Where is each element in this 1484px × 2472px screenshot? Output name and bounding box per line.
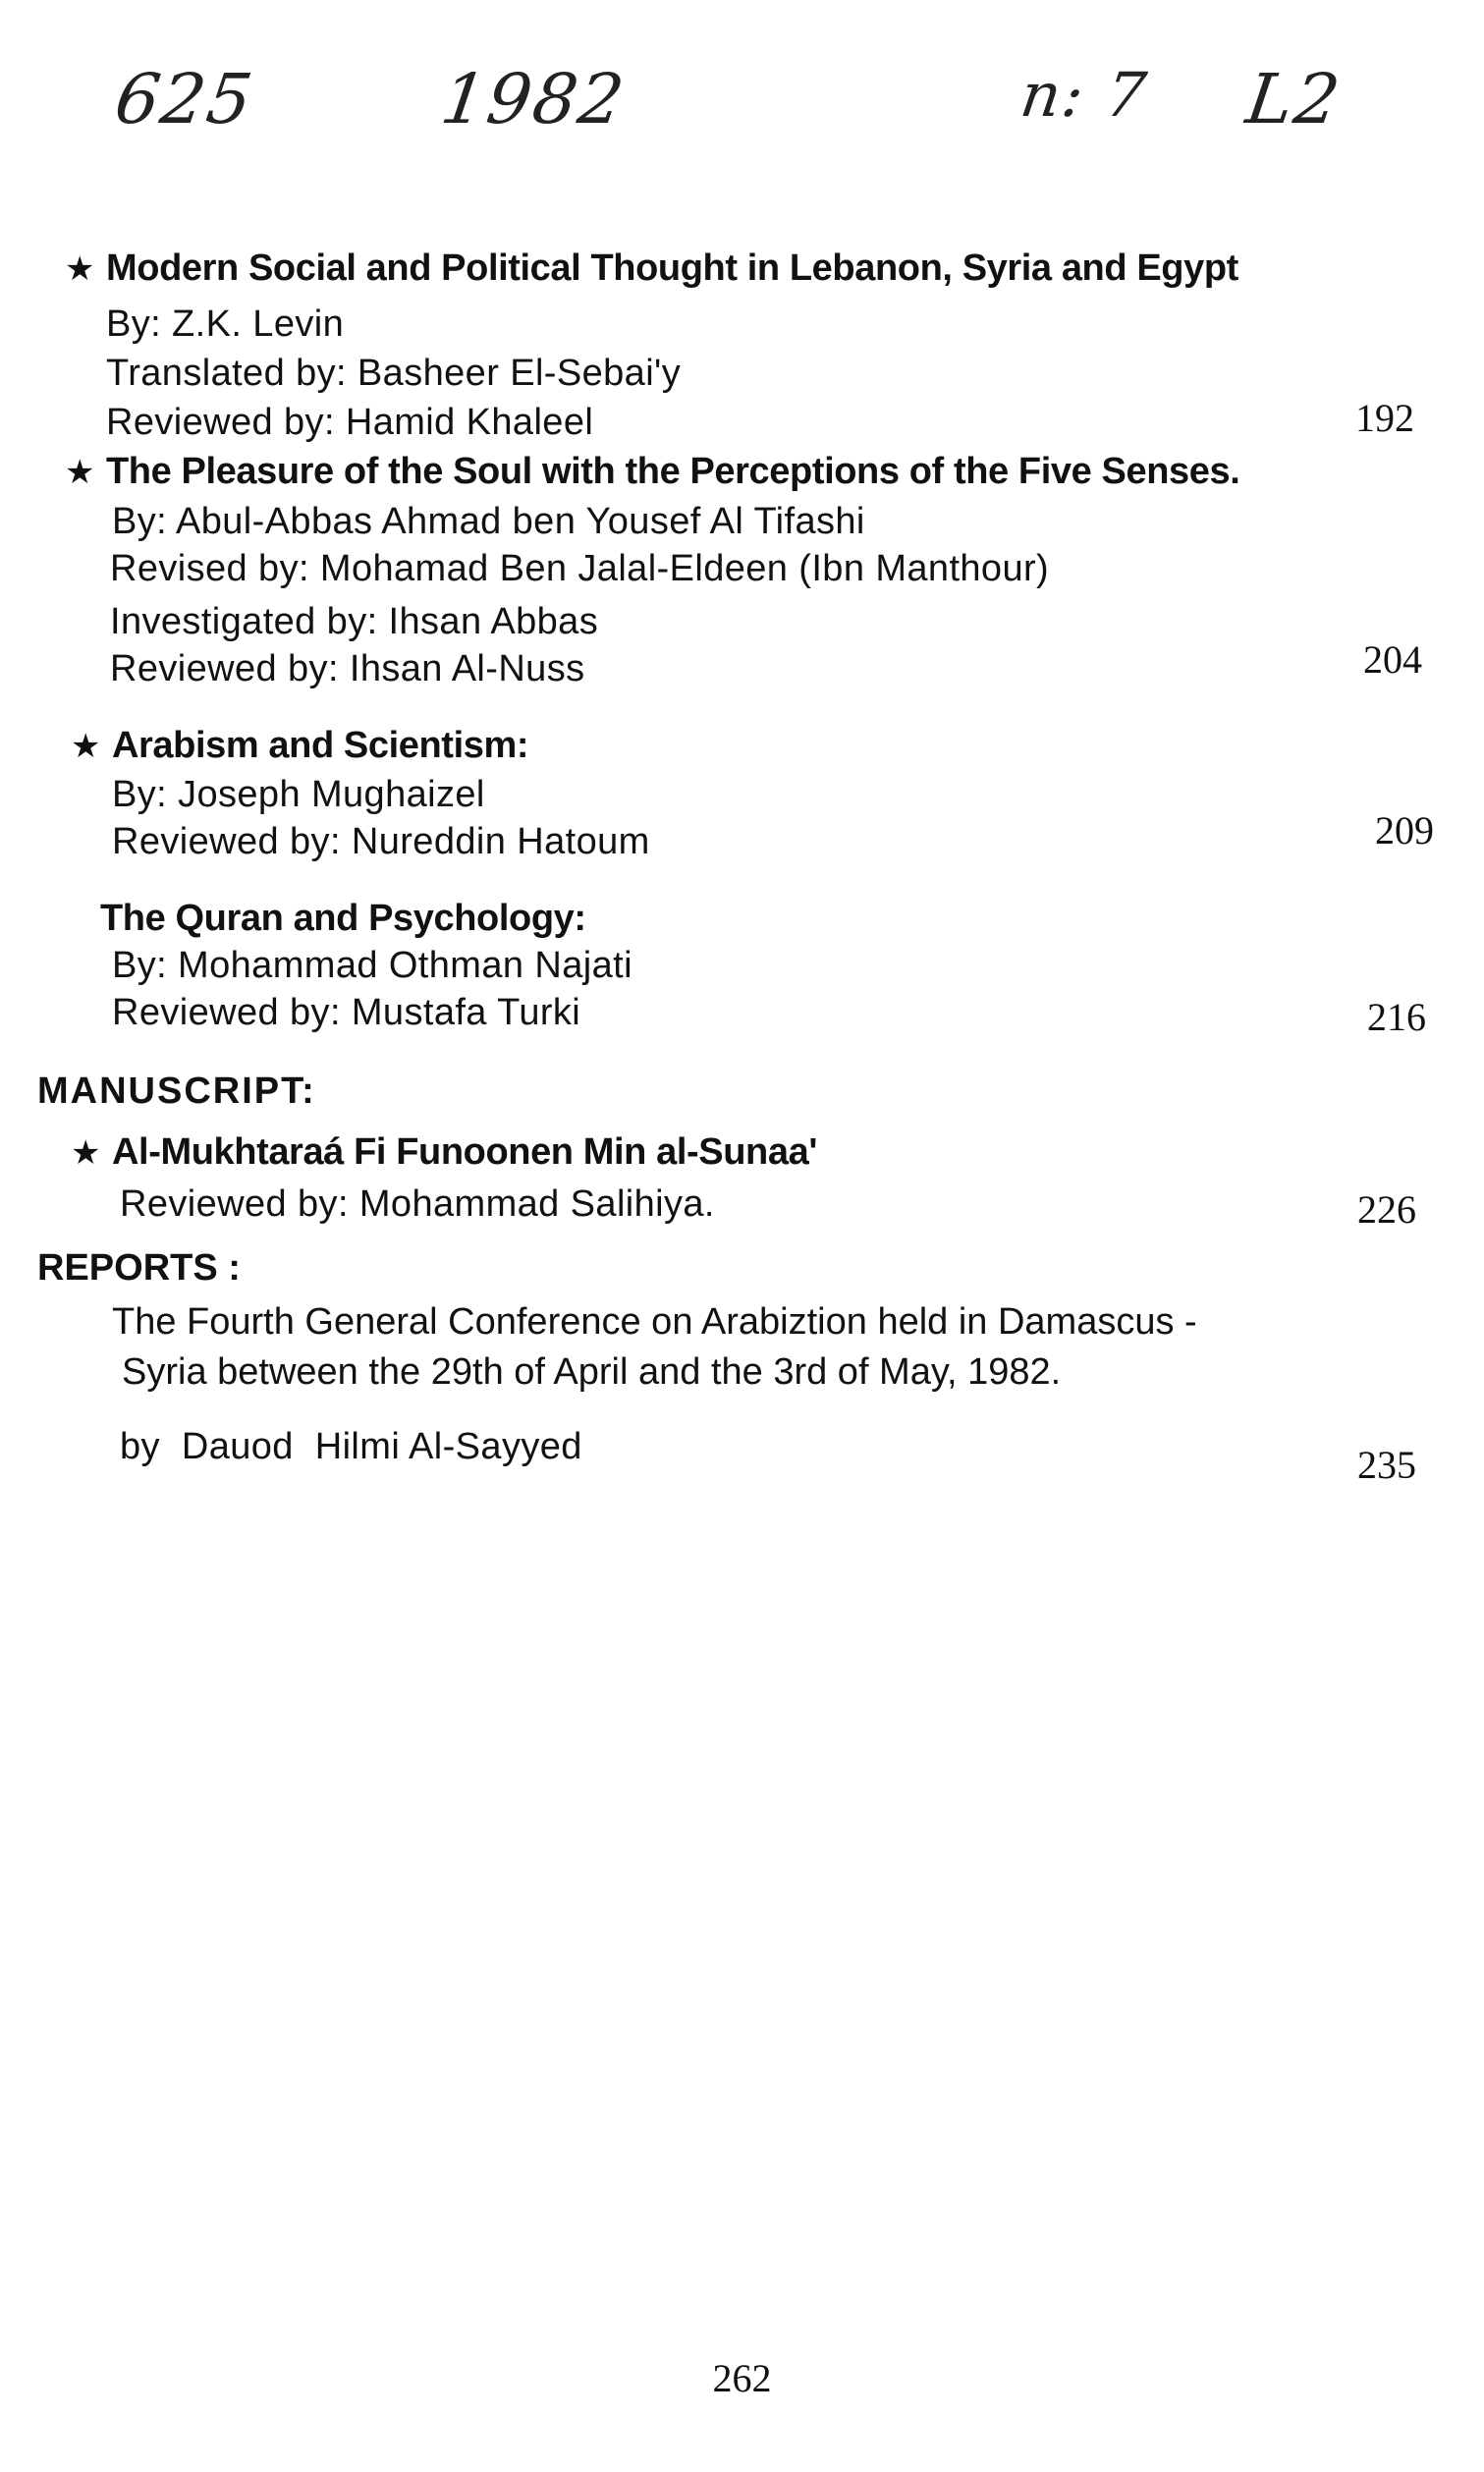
- entry-line: Investigated by: Ihsan Abbas: [110, 601, 599, 642]
- page-number: 192: [1355, 396, 1414, 440]
- star-icon: ★: [65, 454, 95, 491]
- entry-title: [71, 725, 528, 767]
- entry-title-text: Arabism and Scientism:: [112, 725, 529, 766]
- manuscript-title-text: Al-Mukhtaraá Fi Funoonen Min al-Sunaa': [112, 1131, 817, 1173]
- page-number: 216: [1367, 995, 1426, 1039]
- entry-line: Revised by: Mohamad Ben Jalal-Eldeen (Ibn Manthour): [110, 548, 1050, 589]
- entry-title-text: The Quran and Psychology:: [100, 898, 586, 939]
- section-heading-reports: REPORTS :: [37, 1247, 241, 1289]
- manuscript-line: Reviewed by: Mohammad Salihiya.: [120, 1183, 715, 1225]
- page-number: 209: [1375, 808, 1434, 852]
- page-number: 235: [1357, 1443, 1416, 1487]
- entry-line: Translated by: Basheer El-Sebai'y: [106, 353, 682, 394]
- entry-line: Reviewed by: Ihsan Al-Nuss: [110, 648, 585, 689]
- entry-title-text: Modern Social and Political Thought in Lebanon, Syria and Egypt: [106, 247, 1238, 289]
- handwritten-note: 1982: [436, 59, 631, 139]
- page-number: 226: [1357, 1187, 1416, 1232]
- entry-title: [100, 898, 586, 940]
- manuscript-title: [71, 1131, 817, 1174]
- entry-title: [65, 247, 1238, 290]
- entry-line: By: Mohammad Othman Najati: [112, 945, 632, 986]
- entry-line: By: Joseph Mughaizel: [112, 774, 485, 815]
- star-icon: ★: [65, 250, 95, 288]
- handwritten-note: n: 7: [1016, 59, 1153, 131]
- page-number: 204: [1363, 637, 1422, 682]
- entry-line: By: Z.K. Levin: [106, 303, 345, 345]
- section-heading-manuscript: MANUSCRIPT:: [37, 1071, 316, 1112]
- report-line: The Fourth General Conference on Arabiztion held in Damascus -: [112, 1301, 1197, 1343]
- star-icon: ★: [71, 728, 101, 765]
- entry-title-text: The Pleasure of the Soul with the Perceptions of the Five Senses.: [106, 451, 1240, 492]
- handwritten-note: 625: [110, 59, 259, 139]
- star-icon: ★: [71, 1134, 101, 1172]
- handwritten-note: L2: [1241, 59, 1347, 139]
- entry-line: Reviewed by: Nureddin Hatoum: [112, 821, 650, 862]
- entry-title: [65, 451, 1239, 493]
- report-line: Syria between the 29th of April and the 3rd of May, 1982.: [122, 1351, 1062, 1393]
- footer-page-number: 262: [712, 2356, 772, 2400]
- entry-line: Reviewed by: Mustafa Turki: [112, 992, 581, 1033]
- report-byline: by Dauod Hilmi Al-Sayyed: [120, 1426, 582, 1467]
- entry-line: Reviewed by: Hamid Khaleel: [106, 402, 594, 443]
- entry-line: By: Abul-Abbas Ahmad ben Yousef Al Tifashi: [112, 501, 865, 542]
